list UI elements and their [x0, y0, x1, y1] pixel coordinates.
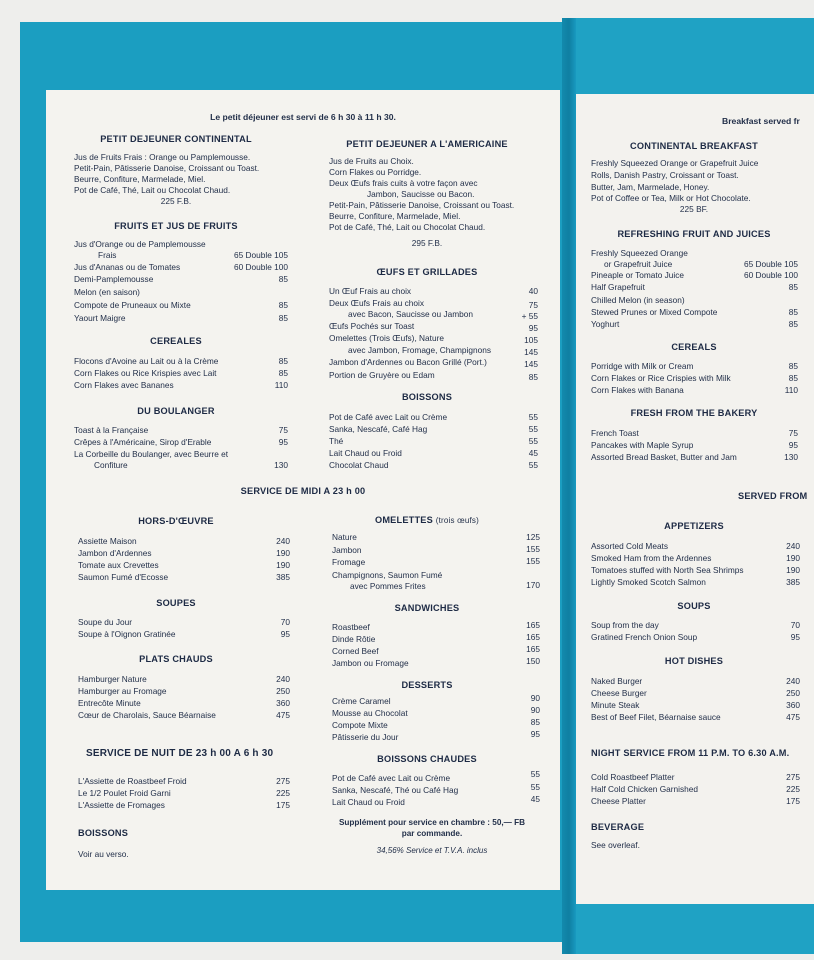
- menu-price: 85: [528, 372, 538, 382]
- menu-price: 170: [526, 580, 540, 590]
- menu-line: Cœur de Charolais, Sauce Béarnaise: [78, 710, 216, 720]
- section-title: CEREALS: [671, 342, 717, 352]
- section-title: DESSERTS: [401, 680, 453, 690]
- menu-line: Petit-Pain, Pâtisserie Danoise, Croissant ou Toast.: [329, 200, 515, 210]
- menu-line: Corned Beef: [332, 646, 379, 656]
- menu-line: Corn Flakes ou Rice Krispies avec Lait: [74, 368, 217, 378]
- menu-price: 385: [276, 572, 290, 582]
- menu-price: 165: [526, 644, 540, 654]
- menu-price: 295 F.B.: [411, 238, 443, 248]
- menu-line: Soup from the day: [591, 620, 659, 630]
- section-title: PLATS CHAUDS: [139, 654, 213, 664]
- menu-line: Pot de Café avec Lait ou Crème: [329, 412, 448, 422]
- menu-page-english: [576, 94, 814, 904]
- menu-price: 85: [788, 307, 798, 317]
- night-service-title-en: NIGHT SERVICE FROM 11 P.M. TO 6.30 A.M.: [591, 748, 790, 758]
- breakfast-hours: Le petit déjeuner est servi de 6 h 30 à 11 h 30.: [210, 112, 396, 122]
- menu-line: Jus d'Orange ou de Pamplemousse: [74, 239, 206, 249]
- menu-price: 110: [784, 385, 798, 395]
- menu-price: 95: [280, 629, 290, 639]
- menu-price: + 55: [521, 311, 538, 321]
- menu-price: 190: [786, 553, 800, 563]
- menu-line: Hamburger Nature: [78, 674, 147, 684]
- menu-line: or Grapefruit Juice: [604, 259, 673, 269]
- menu-price: 55: [530, 782, 540, 792]
- menu-line: Freshly Squeezed Orange or Grapefruit Juice: [591, 158, 759, 168]
- menu-price: 95: [788, 440, 798, 450]
- menu-price: 75: [278, 425, 288, 435]
- menu-line: Jambon d'Ardennes: [78, 548, 152, 558]
- menu-price: 155: [526, 556, 540, 566]
- menu-line: Œufs Pochés sur Toast: [329, 321, 415, 331]
- menu-price: 55: [528, 460, 538, 470]
- menu-price: 165: [526, 620, 540, 630]
- menu-price: 75: [528, 300, 538, 310]
- menu-price: 250: [786, 688, 800, 698]
- menu-line: French Toast: [591, 428, 639, 438]
- menu-price: 190: [786, 565, 800, 575]
- menu-price: 85: [278, 368, 288, 378]
- menu-price: 60 Double 100: [744, 270, 798, 280]
- menu-line: avec Bacon, Saucisse ou Jambon: [348, 309, 473, 319]
- menu-price: 360: [786, 700, 800, 710]
- menu-line: Lait Chaud ou Froid: [332, 797, 405, 807]
- menu-price: 85: [788, 282, 798, 292]
- menu-price: 85: [278, 300, 288, 310]
- menu-line: Mousse au Chocolat: [332, 708, 408, 718]
- menu-price: 225 BF.: [679, 204, 709, 214]
- menu-line: Jus de Fruits Frais : Orange ou Pamplemousse.: [74, 152, 251, 162]
- menu-price: 240: [276, 674, 290, 684]
- menu-price: 55: [528, 424, 538, 434]
- section-title: BOISSONS: [78, 828, 129, 838]
- menu-line: Corn Flakes or Rice Crispies with Milk: [591, 373, 731, 383]
- menu-price: 385: [786, 577, 800, 587]
- menu-price: 40: [528, 286, 538, 296]
- menu-line: Deux Œufs Frais au choix: [329, 298, 424, 308]
- section-title: APPETIZERS: [664, 521, 724, 531]
- night-service-title: SERVICE DE NUIT DE 23 h 00 A 6 h 30: [86, 748, 274, 759]
- menu-line: Pancakes with Maple Syrup: [591, 440, 694, 450]
- menu-line: Deux Œufs frais cuits à votre façon avec: [329, 178, 478, 188]
- menu-price: 95: [790, 632, 800, 642]
- menu-line: Frais: [98, 250, 117, 260]
- menu-price: 70: [280, 617, 290, 627]
- menu-line: Omelettes (Trois Œufs), Nature: [329, 333, 444, 343]
- menu-line: Compote Mixte: [332, 720, 388, 730]
- section-title: DU BOULANGER: [137, 406, 215, 416]
- menu-price: 475: [276, 710, 290, 720]
- menu-line: Saumon Fumé d'Ecosse: [78, 572, 169, 582]
- menu-price: 130: [274, 460, 288, 470]
- menu-line: L'Assiette de Fromages: [78, 800, 165, 810]
- menu-line: Cheese Burger: [591, 688, 647, 698]
- section-title: BEVERAGE: [591, 822, 645, 832]
- menu-line: Jus de Fruits au Choix.: [329, 156, 414, 166]
- menu-price: 105: [524, 335, 538, 345]
- room-service-supplement-2: par commande.: [401, 829, 463, 838]
- served-from-title: SERVED FROM: [738, 491, 808, 501]
- menu-line: Lait Chaud ou Froid: [329, 448, 402, 458]
- menu-line: Pot of Coffee or Tea, Milk or Hot Chocolate.: [591, 193, 751, 203]
- menu-line: Rolls, Danish Pastry, Croissant or Toast.: [591, 170, 739, 180]
- section-title: SOUPES: [156, 598, 196, 608]
- menu-price: 150: [526, 656, 540, 666]
- menu-line: Yaourt Maigre: [74, 313, 126, 323]
- menu-price: 85: [788, 319, 798, 329]
- menu-price: 60 Double 100: [234, 262, 288, 272]
- menu-price: 175: [786, 796, 800, 806]
- menu-line: Champignons, Saumon Fumé: [332, 570, 443, 580]
- menu-price: 155: [526, 544, 540, 554]
- menu-line: Jus d'Ananas ou de Tomates: [74, 262, 181, 272]
- menu-price: 190: [276, 560, 290, 570]
- menu-price: 90: [530, 693, 540, 703]
- menu-line: Corn Flakes ou Porridge.: [329, 167, 422, 177]
- menu-price: 85: [278, 274, 288, 284]
- menu-line: Best of Beef Filet, Béarnaise sauce: [591, 712, 721, 722]
- menu-line: Chocolat Chaud: [329, 460, 389, 470]
- menu-line: Beurre, Confiture, Marmelade, Miel.: [329, 211, 461, 221]
- menu-line: See overleaf.: [591, 840, 640, 850]
- section-title: ŒUFS ET GRILLADES: [376, 267, 478, 277]
- menu-line: Lightly Smoked Scotch Salmon: [591, 577, 706, 587]
- menu-line: Un Œuf Frais au choix: [329, 286, 412, 296]
- menu-price: 90: [530, 705, 540, 715]
- menu-price: 225 F.B.: [160, 196, 192, 206]
- menu-line: Pineaple or Tomato Juice: [591, 270, 685, 280]
- section-title: BOISSONS CHAUDES: [377, 754, 477, 764]
- menu-line: La Corbeille du Boulanger, avec Beurre et: [74, 449, 229, 459]
- omelettes-title: OMELETTES: [374, 515, 433, 525]
- menu-line: Sanka, Nescafé, Thé ou Café Hag: [332, 785, 459, 795]
- menu-price: 225: [276, 788, 290, 798]
- menu-page-french: [46, 90, 560, 890]
- menu-line: Soupe à l'Oignon Gratinée: [78, 629, 176, 639]
- menu-price: 95: [528, 323, 538, 333]
- section-title: CEREALES: [150, 336, 202, 346]
- menu-line: Portion de Gruyère ou Edam: [329, 370, 435, 380]
- menu-price: 85: [788, 373, 798, 383]
- section-title: BOISSONS: [401, 392, 453, 402]
- menu-line: Crème Caramel: [332, 696, 391, 706]
- menu-price: 65 Double 105: [744, 259, 798, 269]
- menu-line: Hamburger au Fromage: [78, 686, 167, 696]
- menu-price: 70: [790, 620, 800, 630]
- menu-line: Compote de Pruneaux ou Mixte: [74, 300, 191, 310]
- menu-price: 55: [528, 412, 538, 422]
- menu-price: 85: [788, 361, 798, 371]
- menu-line: Butter, Jam, Marmelade, Honey.: [591, 182, 710, 192]
- menu-line: Demi-Pamplemousse: [74, 274, 154, 284]
- menu-line: Thé: [329, 436, 344, 446]
- midday-service-title: SERVICE DE MIDI A 23 h 00: [240, 486, 366, 496]
- menu-price: 110: [274, 380, 288, 390]
- menu-line: Petit-Pain, Pâtisserie Danoise, Croissant ou Toast.: [74, 163, 260, 173]
- menu-line: Soupe du Jour: [78, 617, 132, 627]
- menu-line: Yoghurt: [591, 319, 620, 329]
- menu-line: Chilled Melon (in season): [591, 295, 685, 305]
- menu-price: 250: [276, 686, 290, 696]
- section-title: HORS-D'ŒUVRE: [138, 516, 214, 526]
- menu-line: Pâtisserie du Jour: [332, 732, 399, 742]
- menu-price: 45: [530, 794, 540, 804]
- menu-line: Jambon d'Ardennes ou Bacon Grillé (Port.): [329, 357, 487, 367]
- menu-line: Pot de Café avec Lait ou Crème: [332, 773, 451, 783]
- menu-line: Naked Burger: [591, 676, 643, 686]
- menu-line: Half Grapefruit: [591, 282, 645, 292]
- menu-line: avec Pommes Frites: [350, 581, 426, 591]
- menu-price: 85: [278, 313, 288, 323]
- section-title: [312, 515, 542, 527]
- menu-line: Crêpes à l'Américaine, Sirop d'Erable: [74, 437, 212, 447]
- section-title: PETIT DEJEUNER A L'AMERICAINE: [346, 139, 508, 149]
- menu-line: Cold Roastbeef Platter: [591, 772, 675, 782]
- menu-price: 225: [786, 784, 800, 794]
- menu-line: Stewed Prunes or Mixed Compote: [591, 307, 718, 317]
- menu-price: 65 Double 105: [234, 250, 288, 260]
- menu-line: Voir au verso.: [78, 849, 129, 859]
- menu-line: Roastbeef: [332, 622, 370, 632]
- menu-price: 165: [526, 632, 540, 642]
- menu-price: 45: [528, 448, 538, 458]
- menu-price: 125: [526, 532, 540, 542]
- section-title: CONTINENTAL BREAKFAST: [630, 141, 758, 151]
- menu-line: Assiette Maison: [78, 536, 137, 546]
- menu-line: Tomatoes stuffed with North Sea Shrimps: [591, 565, 744, 575]
- menu-price: 145: [524, 359, 538, 369]
- menu-line: Cheese Platter: [591, 796, 646, 806]
- menu-line: Assorted Bread Basket, Butter and Jam: [591, 452, 737, 462]
- room-service-supplement: Supplément pour service en chambre : 50,— FB: [338, 818, 526, 827]
- menu-line: Assorted Cold Meats: [591, 541, 669, 551]
- menu-line: Tomate aux Crevettes: [78, 560, 159, 570]
- section-title: FRESH FROM THE BAKERY: [630, 408, 758, 418]
- menu-price: 145: [524, 347, 538, 357]
- service-tax-note: 34,56% Service et T.V.A. inclus: [376, 846, 488, 855]
- menu-line: Entrecôte Minute: [78, 698, 141, 708]
- menu-line: Minute Steak: [591, 700, 640, 710]
- menu-price: 240: [786, 676, 800, 686]
- menu-price: 55: [530, 769, 540, 779]
- menu-price: 95: [278, 437, 288, 447]
- menu-fold-spine: [562, 18, 576, 954]
- menu-line: Flocons d'Avoine au Lait ou à la Crème: [74, 356, 219, 366]
- section-title: HOT DISHES: [664, 656, 724, 666]
- menu-price: 360: [276, 698, 290, 708]
- menu-line: Corn Flakes avec Bananes: [74, 380, 174, 390]
- menu-price: 75: [788, 428, 798, 438]
- section-title: REFRESHING FRUIT AND JUICES: [617, 229, 771, 239]
- menu-price: 475: [786, 712, 800, 722]
- section-title: SANDWICHES: [394, 603, 460, 613]
- menu-price: 95: [530, 729, 540, 739]
- section-title: FRUITS ET JUS DE FRUITS: [114, 221, 238, 231]
- menu-price: 275: [786, 772, 800, 782]
- menu-line: Beurre, Confiture, Marmelade, Miel.: [74, 174, 206, 184]
- menu-price: 190: [276, 548, 290, 558]
- menu-line: Pot de Café, Thé, Lait ou Chocolat Chaud.: [74, 185, 231, 195]
- menu-line: avec Jambon, Fromage, Champignons: [348, 345, 491, 355]
- menu-line: Pot de Café, Thé, Lait ou Chocolat Chaud.: [329, 222, 486, 232]
- menu-line: Le 1/2 Poulet Froid Garni: [78, 788, 171, 798]
- menu-line: Half Cold Chicken Garnished: [591, 784, 698, 794]
- menu-line: Melon (en saison): [74, 287, 140, 297]
- menu-line: L'Assiette de Roastbeef Froid: [78, 776, 187, 786]
- section-title: SOUPS: [677, 601, 711, 611]
- menu-line: Gratined French Onion Soup: [591, 632, 698, 642]
- breakfast-hours-en: Breakfast served fr: [722, 116, 800, 126]
- menu-price: 240: [276, 536, 290, 546]
- menu-price: 55: [528, 436, 538, 446]
- menu-line: Smoked Ham from the Ardennes: [591, 553, 712, 563]
- menu-line: Toast à la Française: [74, 425, 149, 435]
- menu-line: Jambon, Saucisse ou Bacon.: [367, 189, 475, 199]
- menu-line: Nature: [332, 532, 357, 542]
- menu-line: Corn Flakes with Banana: [591, 385, 684, 395]
- menu-price: 130: [784, 452, 798, 462]
- menu-line: Dinde Rôtie: [332, 634, 376, 644]
- menu-price: 175: [276, 800, 290, 810]
- menu-line: Jambon ou Fromage: [332, 658, 409, 668]
- menu-line: Jambon: [332, 545, 362, 555]
- menu-line: Freshly Squeezed Orange: [591, 248, 688, 258]
- menu-price: 275: [276, 776, 290, 786]
- omelettes-subtitle: (trois œufs): [435, 516, 479, 525]
- menu-line: Porridge with Milk or Cream: [591, 361, 694, 371]
- menu-price: 85: [530, 717, 540, 727]
- menu-price: 85: [278, 356, 288, 366]
- section-title: PETIT DEJEUNER CONTINENTAL: [100, 134, 252, 144]
- menu-line: Sanka, Nescafé, Café Hag: [329, 424, 428, 434]
- menu-line: Fromage: [332, 557, 366, 567]
- menu-line: Confiture: [94, 460, 128, 470]
- menu-price: 240: [786, 541, 800, 551]
